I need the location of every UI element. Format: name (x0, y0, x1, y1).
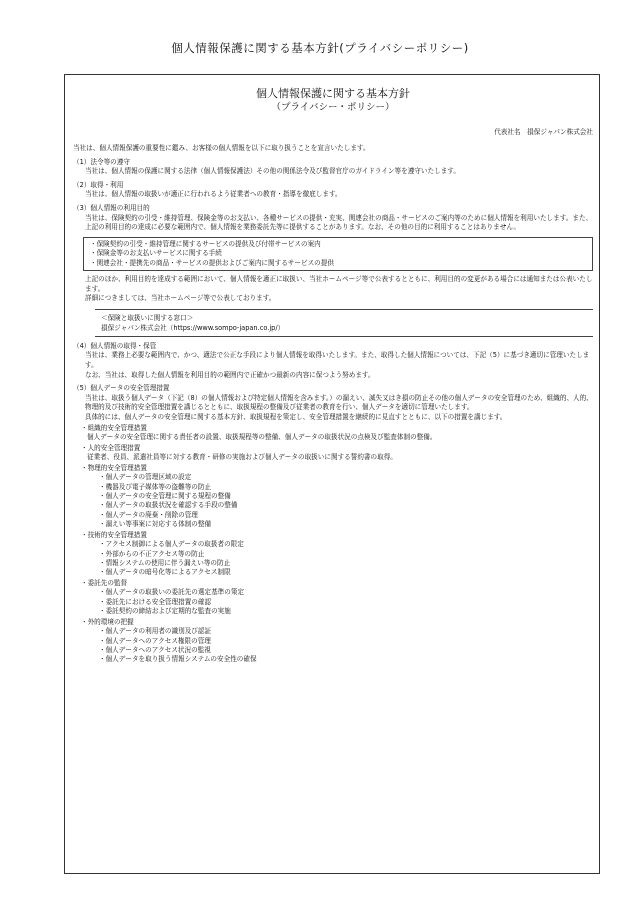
section-2-heading: （2）取得・利用 (73, 180, 124, 189)
list-item: ・ 個人データの利用者の識別及び認証 (73, 627, 593, 636)
document-frame (64, 74, 600, 874)
purpose-item: ・保険金等のお支払いサービスに関する手続 (90, 249, 222, 258)
category-text: 個人データの安全管理に関する責任者の設置、取扱規程等の整備、個人データの取扱状況の点検及び監査体制の整備。 (87, 433, 437, 442)
contact-box (95, 309, 593, 337)
section-3-text-3: 詳細につきましては、当社ホームページ等で公表しております。 (85, 294, 276, 303)
section-4-text: 当社は、業務上必要な範囲内で、かつ、適法で公正な手段により個人情報を取得いたします。また、取得した個人情報については、下記（5）に基づき適切に管理いたします。 (85, 351, 590, 369)
contact-link[interactable]: 損保ジャパン株式会社（https://www.sompo-japan.co.jp/） (101, 323, 285, 332)
list-item: ・ 個人データの暗号化等によるアクセス制限 (73, 568, 593, 577)
category-heading: ・組織的安全管理措置 (81, 423, 147, 432)
list-item: ・ 委託契約の締結および定期的な監査の実施 (73, 607, 593, 616)
category-text: 従業者、役員、派遣社員等に対する教育・研修の実施および個人データの取扱いに関する誓約書の取得。 (87, 453, 397, 462)
list-item: ・ 個人データの取扱いの委託先の選定基準の策定 (73, 588, 593, 597)
intro-text: 当社は、個人情報保護の重要性に鑑み、お客様の個人情報を以下に取り扱うことを宣言いたします。 (73, 144, 370, 152)
section-2-text: 当社は、個人情報の取扱いが適正に行われるよう従業者への教育・指導を徹底します。 (85, 190, 342, 199)
list-item: ・ 委託先における安全管理措置の確認 (73, 598, 593, 607)
document-body (73, 75, 593, 665)
category-heading: ・委託先の監督 (81, 578, 128, 587)
section-4-text-2: なお、当社は、取得した個人情報を利用目的の範囲内で正確かつ最新の内容に保つよう努めます。 (85, 370, 375, 379)
list-item: ・ 個人データの安全管理に関する規程の整備 (73, 492, 593, 501)
section-1-heading: （1）法令等の遵守 (73, 157, 130, 166)
purpose-list-box (83, 237, 593, 271)
list-item: ・ 個人データへのアクセス権限の管理 (73, 637, 593, 646)
list-item: ・ 漏えい等事案に対応する体制の整備 (73, 520, 593, 529)
page-title: 個人情報保護に関する基本方針(プライバシーポリシー) (171, 41, 469, 55)
contact-heading: ＜保険と取扱いに関する窓口＞ (101, 313, 194, 322)
list-item: ・ 外部からの不正アクセス等の防止 (73, 550, 593, 559)
section-3-text-2: 上記のほか、利用目的を達成する範囲において、個人情報を適正に取扱い、当社ホームページ等で公表するとともに、利用目的の変更がある場合には通知または公表いたします。 (85, 274, 593, 293)
section-5-heading: （5）個人データの安全管理措置 (73, 384, 170, 393)
purpose-item: ・保険契約の引受・維持管理に関するサービスの提供及び付帯サービスの案内 (90, 239, 321, 248)
list-item: ・ 個人データの管理区域の設定 (73, 473, 593, 482)
list-item: ・ 個人データを取り扱う情報システムの安全性の確保 (73, 655, 593, 664)
purpose-item: ・関連会社・提携先の商品・サービスの提供およびご案内に関するサービスの提供 (90, 258, 334, 267)
section-5-text-2: 具体的には、個人データの安全管理に関する基本方針、取扱規程を策定し、安全管理措置を継続的に見直すとともに、以下の措置を講じます。 (85, 412, 507, 421)
category-heading: ・外的環境の把握 (81, 617, 134, 626)
list-item: ・ 個人データの取扱状況を確認する手段の整備 (73, 501, 593, 510)
section-3-text: 当社は、保険契約の引受・維持管理、保険金等のお支払い、各種サービスの提供・充実、関連会社の商品・サービスのご案内等のために個人情報を利用いたします。また、上記の利用目的の達成に必要な範囲内で、個人情報を業務委託先等に提供することがあります。なお、その他の目的に利用することはありません。 (85, 213, 593, 232)
list-item: ・ 個人データへのアクセス状況の監視 (73, 646, 593, 655)
section-3-heading: （3）個人情報の利用目的 (73, 203, 150, 212)
category-heading: ・技術的安全管理措置 (81, 530, 147, 539)
category-heading: ・物理的安全管理措置 (81, 463, 147, 472)
list-item: ・ アクセス制御による個人データの取扱者の限定 (73, 540, 593, 549)
company-name: 代表社名 損保ジャパン株式会社 (494, 128, 593, 136)
section-4-heading: （4）個人情報の取得・保管 (73, 341, 157, 350)
doc-subtitle: （プライバシー・ポリシー） (271, 102, 395, 113)
doc-title: 個人情報保護に関する基本方針 (256, 87, 410, 100)
section-5-text: 当社は、取扱う個人データ（下記（8）の個人情報および特定個人情報を含みます。）の漏えい、滅失又はき損の防止その他の個人データの安全管理のため、組織的、人的、物理的及び技術的安全管理措置を講じるとともに、取扱規程の整備及び従業者の教育を行い、個人データを適切に管理いたします。 (85, 393, 593, 412)
section-1-text: 当社は、個人情報の保護に関する法律（個人情報保護法）その他の関係法令及び監督官庁のガイドライン等を遵守いたします。 (85, 167, 460, 176)
list-item: ・ 個人データの廃棄・削除の管理 (73, 511, 593, 520)
list-item: ・ 情報システムの使用に伴う漏えい等の防止 (73, 559, 593, 568)
category-heading: ・人的安全管理措置 (81, 443, 141, 452)
list-item: ・ 機器及び電子媒体等の盗難等の防止 (73, 483, 593, 492)
